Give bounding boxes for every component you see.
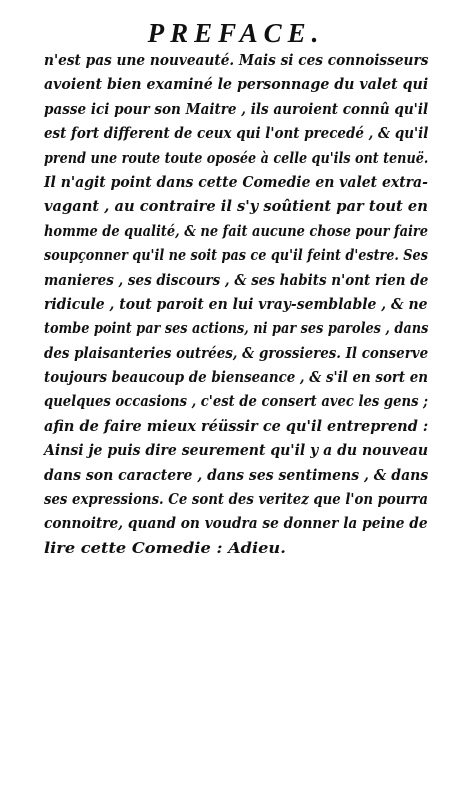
preface-text-block xyxy=(44,48,428,560)
text-line: ridicule , tout paroit en lui vray-semblable , & ne xyxy=(44,294,428,313)
text-line: tombe point par ses actions, ni par ses paroles , dans xyxy=(44,319,429,338)
text-line: Ainsi je puis dire seurement qu'il y a du nouveau xyxy=(44,441,429,460)
text-line: prend une route toute oposée à celle qu'ils ont tenuë. xyxy=(44,148,429,167)
text-line: afin de faire mieux réüssir ce qu'il entreprend : xyxy=(44,416,429,435)
text-line: homme de qualité, & ne fait aucune chose pour faire xyxy=(44,221,428,240)
text-line: ses expressions. Ce sont des veritez que l'on pourra xyxy=(44,490,428,509)
text-line: vagant , au contraire il s'y soûtient par tout en xyxy=(44,197,428,216)
text-line: dans son caractere , dans ses sentimens , & dans xyxy=(44,465,429,484)
text-line: Il n'agit point dans cette Comedie en valet extra- xyxy=(44,172,428,191)
text-line: n'est pas une nouveauté. Mais si ces connoisseurs xyxy=(44,51,429,69)
text-line: est fort different de ceux qui l'ont precedé , & qu'il xyxy=(44,124,429,143)
text-line: toujours beaucoup de bienseance , & s'il en sort en xyxy=(44,368,429,387)
text-line: connoitre, quand on voudra se donner la peine de xyxy=(44,514,428,533)
text-line: quelques occasions , c'est de consert avec les gens ; xyxy=(44,392,428,411)
running-head: PREFACE. xyxy=(147,18,325,48)
text-line: avoient bien examiné le personnage du valet qui xyxy=(44,75,429,94)
text-line: soupçonner qu'il ne soit pas ce qu'il feint d'estre. Ses xyxy=(44,246,428,265)
text-line: manieres , ses discours , & ses habits n'ont rien de xyxy=(44,270,429,289)
text-line: lire cette Comedie : Adieu. xyxy=(44,538,286,557)
text-line: passe ici pour son Maitre , ils auroient connû qu'il xyxy=(44,99,429,118)
text-line: des plaisanteries outrées, & grossieres. Il conserve xyxy=(44,343,429,362)
